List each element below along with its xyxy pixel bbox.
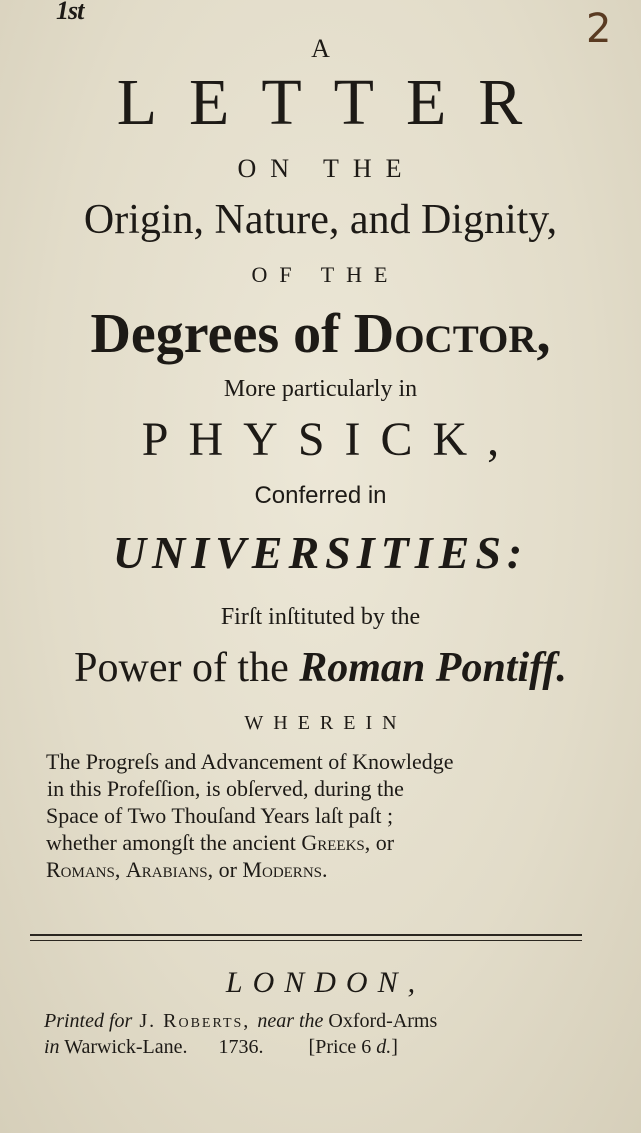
- wherein-paragraph: [46, 748, 586, 883]
- title-letter: LETTER: [116, 66, 555, 139]
- double-rule-top: [30, 934, 582, 936]
- in-text: in: [44, 1036, 60, 1058]
- title-article: A: [311, 34, 330, 63]
- price-open: [Price 6: [308, 1036, 377, 1058]
- on-the-line: ON THE: [237, 154, 416, 183]
- conferred-line: Conferred in: [254, 482, 387, 509]
- sep-2: , or: [207, 857, 243, 882]
- wherein-line-1: The Progreſs and Advancement of Knowledge: [46, 749, 454, 774]
- wherein-line-2: in this Profeſſion, is obſerved, during the: [47, 776, 404, 801]
- price-close: ]: [391, 1036, 398, 1058]
- sep-3: .: [322, 857, 328, 882]
- degrees-comma: ,: [536, 303, 551, 365]
- first-instituted-line: Firſt inſtituted by the: [220, 604, 421, 630]
- greeks-text: Greeks: [301, 830, 365, 855]
- arabians-text: Arabians: [125, 857, 208, 882]
- romans-text: Romans: [46, 857, 115, 882]
- price-d: d.: [376, 1036, 392, 1058]
- sep-1: ,: [114, 857, 126, 882]
- wherein-line-4-text: whether amongſt the ancient: [46, 830, 302, 855]
- double-rule-bottom: [30, 940, 582, 941]
- wherein-line-3: Space of Two Thouſand Years laſt paſt ;: [46, 803, 394, 828]
- address-line: [44, 1036, 398, 1059]
- universities-line: UNIVERSITIES:: [112, 527, 529, 578]
- degrees-of-text: Degrees of: [90, 303, 354, 365]
- london-line: LONDON,: [225, 966, 426, 999]
- oxford-arms-text: Oxford-Arms: [323, 1010, 438, 1032]
- origin-line: Origin, Nature, and Dignity,: [83, 197, 558, 243]
- wherein-heading: WHEREIN: [244, 712, 407, 734]
- year-text: 1736.: [218, 1036, 264, 1058]
- power-of-the-text: Power of the: [74, 645, 300, 691]
- near-the-text: near the: [257, 1010, 324, 1032]
- wherein-line-4: [46, 829, 586, 856]
- roman-pontiff-text: Roman Pontiff.: [299, 645, 567, 691]
- doctor-text: Doctor: [353, 303, 537, 365]
- manuscript-mark: 1st: [56, 0, 84, 25]
- physick-line: PHYSICK,: [141, 413, 520, 466]
- wherein-line-5: [46, 856, 586, 883]
- more-particularly-line: More particularly in: [223, 376, 418, 402]
- lane-text: Warwick-Lane.: [59, 1036, 188, 1058]
- printed-for-text: Printed for: [44, 1010, 133, 1032]
- printed-for-line: [44, 1010, 437, 1033]
- wherein-line-4-end: , or: [364, 830, 395, 855]
- handwritten-number: 2: [586, 6, 612, 52]
- of-the-line: OF THE: [251, 262, 400, 287]
- printer-name: J. Roberts,: [132, 1010, 258, 1032]
- moderns-text: Moderns: [242, 857, 322, 882]
- roman-pontiff-line: [0, 644, 641, 692]
- degrees-line: [0, 304, 641, 366]
